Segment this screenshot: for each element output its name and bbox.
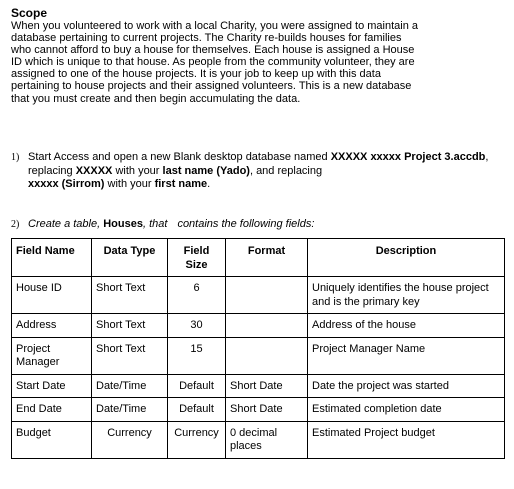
cell-field-size: Default [168, 374, 226, 398]
header-field-size: Field Size [168, 239, 226, 277]
step-2-text [28, 218, 314, 231]
step-text: with your [112, 164, 163, 177]
step-text: . [207, 178, 211, 190]
cell-data-type: Date/Time [92, 398, 168, 422]
cell-format [226, 314, 308, 338]
step-text: Create a table, [28, 218, 104, 230]
scope-line: who cannot afford to buy a house for themselves. Each house is assigned a House [11, 44, 415, 57]
cell-data-type: Currency [92, 421, 168, 458]
table-row [12, 277, 505, 314]
table-row [12, 398, 505, 422]
scope-line: database pertaining to current projects. The Charity re-builds houses for families [11, 32, 402, 45]
step-1-text [28, 151, 498, 192]
cell-format: Short Date [226, 374, 308, 398]
step-number: 1) [11, 152, 20, 163]
database-name: XXXXX xxxxx Project 3.accdb [330, 151, 486, 163]
cell-description: Date the project was started [308, 374, 505, 398]
cell-field-name: Budget [12, 421, 92, 458]
header-format: Format [226, 239, 308, 277]
scope-line: When you volunteered to work with a local Charity, you were assigned to maintain a [11, 20, 419, 32]
header-description: Description [308, 239, 505, 277]
last-name-hint: last name (Yado) [162, 164, 250, 177]
cell-field-name: Project Manager [12, 337, 92, 374]
step-text: contains the following fields: [177, 218, 315, 230]
cell-data-type: Short Text [92, 337, 168, 374]
step-text: Start Access and open a new Blank desktop database named [28, 151, 331, 163]
first-name-token: xxxxx (Sirrom) [28, 178, 105, 190]
cell-description: Uniquely identifies the house project and is the primary key [308, 277, 505, 314]
table-row [12, 314, 505, 338]
scope-line: assigned to one of the house projects. It is your job to keep up with this data [11, 68, 381, 81]
cell-description: Address of the house [308, 314, 505, 338]
fields-table [11, 238, 505, 459]
cell-field-size: Currency [168, 421, 226, 458]
scope-paragraph [11, 20, 503, 105]
cell-format: Short Date [226, 398, 308, 422]
cell-description: Estimated completion date [308, 398, 505, 422]
cell-field-name: Start Date [12, 374, 92, 398]
scope-line: ID which is unique to that house. As people from the community volunteer, they are [11, 56, 415, 69]
table-name: Houses [103, 218, 143, 230]
scope-heading: Scope [11, 6, 48, 20]
table-header-row [12, 239, 505, 277]
cell-format: 0 decimal places [226, 421, 308, 458]
table-row [12, 337, 505, 374]
table-row [12, 374, 505, 398]
scope-line: that you must create and then begin accumulating the data. [11, 92, 301, 105]
cell-format [226, 337, 308, 374]
cell-description: Estimated Project budget [308, 421, 505, 458]
placeholder-token: XXXXX [75, 164, 113, 177]
step-text: with your [104, 178, 155, 190]
cell-field-size: Default [168, 398, 226, 422]
cell-data-type: Short Text [92, 314, 168, 338]
cell-field-size: 15 [168, 337, 226, 374]
cell-field-name: Address [12, 314, 92, 338]
cell-format [226, 277, 308, 314]
cell-data-type: Short Text [92, 277, 168, 314]
step-number: 2) [11, 219, 20, 230]
first-name-hint: first name [154, 178, 208, 190]
cell-data-type: Date/Time [92, 374, 168, 398]
cell-field-size: 30 [168, 314, 226, 338]
step-text: , that [142, 218, 168, 230]
cell-field-size: 6 [168, 277, 226, 314]
cell-field-name: House ID [12, 277, 92, 314]
step-text: , replacing [28, 151, 489, 177]
table-row [12, 421, 505, 458]
header-data-type: Data Type [92, 239, 168, 277]
scope-line: pertaining to house projects and their assigned volunteers. This is a new database [11, 80, 412, 93]
header-field-name: Field Name [12, 239, 92, 277]
step-text: , and replacing [249, 164, 323, 177]
cell-field-name: End Date [12, 398, 92, 422]
cell-description: Project Manager Name [308, 337, 505, 374]
